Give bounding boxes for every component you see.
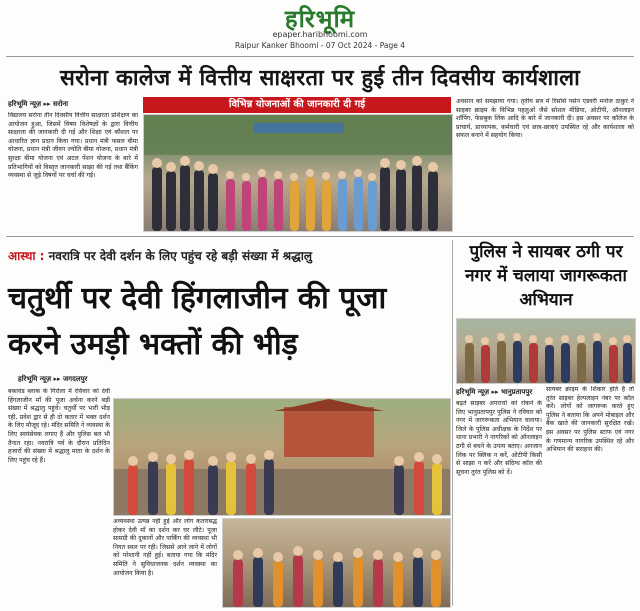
top-story-photo (143, 114, 453, 232)
side-story-photo (456, 318, 636, 384)
top-story-byline (8, 100, 68, 109)
side-story-headline: पुलिस ने सायबर ठगी पर नगर में चलाया जागरूकता अभियान (465, 242, 627, 310)
side-story-byline-text: हरिभूमि न्यूज़ ▸▸ भानुप्रतापपुर (456, 388, 533, 396)
queue-crowd-figures (223, 519, 450, 607)
photo-banner: विभिन्न योजनाओं की जानकारी दी गई (143, 97, 451, 113)
main-story-headline: चतुर्थी पर देवी हिंगलाजीन की पूजा करने उमड़ी भक्तों की भीड़ (8, 281, 387, 362)
section-divider (6, 236, 634, 237)
top-story-left-column: विद्यालय सरोना तीन दिवसीय वित्तीय साक्षरता प्रशिक्षण का आयोजन हुआ, जिसमें विषय विशेषज्ञों के द्वारा वित्तीय साक्षरता की जानकारी दी गई और शिक्षा एवं कौशल पर आधारित ज्ञान प्रदान किया गया। प्रधान मंत्री फसल बीमा योजना, प्रधान मंत्री जीवन ज्योति बीमा योजना, प्रधान मंत्री सुरक्षा बीमा योजना एवं अटल पेंशन योजना के बारे में प्रतिभागियों को विस्तृत जानकारी साझा की गई तथा बैंकिंग व्यवस्था से जुड़े विषयों पर चर्चा की गई। (8, 112, 138, 180)
main-story-kicker (8, 247, 312, 264)
masthead-logo: हरिभूमि (284, 4, 356, 33)
temple-crowd-figures (114, 399, 450, 515)
edition-line: Raipur Kanker Bhoomi - 07 Oct 2024 - Page 4 (234, 41, 406, 50)
main-story-column-1: बकावंड ब्लाक के गिरोला में रविवार को देवी हिंगलाजीन माँ की पूजा अर्चना करने बड़ी संख्या में श्रद्धालु पहुंचे। चतुर्थी पर भारी भीड़ रही, प्रवेश द्वार से ही दो कतार में भक्त दर्शन के लिए मौजूद रहे। मंदिर समिति ने व्यवस्था के लिए स्वयंसेवक लगाए हैं और पुलिस बल भी तैनात रहा। नवरात्रि पर्व के दौरान प्रतिदिन हजारों की संख्या में श्रद्धालु माता के दर्शन के लिए पहुंच रहे हैं। (8, 388, 110, 464)
column-divider (452, 240, 453, 606)
main-story-column-2: अव्यवस्था उत्पन्न नहीं हुई और लोग कतारबद्ध होकर देवी माँ का दर्शन कर घर लौटे। पूजा सामग्री की दुकानों और पार्किंग की व्यवस्था भी नियत स्थल पर रही। जिससे आने जाने में लोगों को परेशानी नहीं हुई। बताया गया कि मंदिर समिति ने सुविधाजनक दर्शन व्यवस्था का आयोजन किया है। (113, 518, 217, 577)
top-story-right-column: अवसान को समझाया गया। तृतीय सत्र में रिसोर्स पर्सन एडवरी मनोज ठाकुर ने साइबर क्राइम के विभिन्न पहलुओं जैसे सोशल मीडिया, ओटीपी, ऑनलाइन शॉपिंग, फेसबुक लिंक आदि के बारे में जानकारी दी। इस अवसर पर कॉलेज के प्राचार्य, प्राध्यापक, कर्मचारी एवं छात्र-छात्राएं उपस्थित रहे और कार्यशाला को सफल बनाने में सहयोग किया। (456, 98, 634, 140)
side-story-column-1: बढ़ते साइबर अपराधों को रोकने के लिए भानुप्रतापपुर पुलिस ने रविवार को नगर में जागरूकता अभियान चलाया। जिले के पुलिस अधीक्षक के निर्देश पर थाना प्रभारी ने नागरिकों को ऑनलाइन ठगी से बचने के उपाय बताए। अनजान लिंक पर क्लिक न करें, ओटीपी किसी से साझा न करें और संदिग्ध कॉल की सूचना तुरंत पुलिस को दें। (456, 400, 542, 476)
kicker-text: नवरात्रि पर देवी दर्शन के लिए पहुंच रहे बड़ी संख्या में श्रद्धालु (48, 249, 313, 263)
group-photo-figures (144, 115, 452, 231)
kicker-label: आस्था : (8, 249, 45, 263)
side-story-byline (456, 388, 532, 397)
main-story-photo-2 (222, 518, 451, 608)
masthead-url[interactable]: epaper.haribhoomi.com (272, 30, 368, 39)
police-group-figures (457, 319, 635, 383)
top-story-headline: सरोना कालेज में वित्तीय साक्षरता पर हुई तीन दिवसीय कार्यशाला (60, 65, 580, 91)
masthead-divider (6, 56, 634, 57)
main-story-photo-1 (113, 398, 451, 516)
top-story-byline-text: हरिभूमि न्यूज़ ▸▸ सरोना (8, 100, 69, 108)
main-story-byline-text: हरिभूमि न्यूज़ ▸▸ जगदलपुर (18, 375, 88, 383)
main-story-byline (18, 375, 87, 384)
side-story-column-2: सायबर क्राइम के शिकार होते हैं तो तुरंत साइबर हेल्पलाइन नंबर पर कॉल करें। लोगों को जागरूक करते हुए पुलिस ने बताया कि अपने मोबाइल और बैंक खाते की जानकारी सुरक्षित रखें। इस अवसर पर पुलिस स्टाफ एवं नगर के गणमान्य नागरिक उपस्थित रहे और अभियान की सराहना की। (546, 386, 634, 454)
